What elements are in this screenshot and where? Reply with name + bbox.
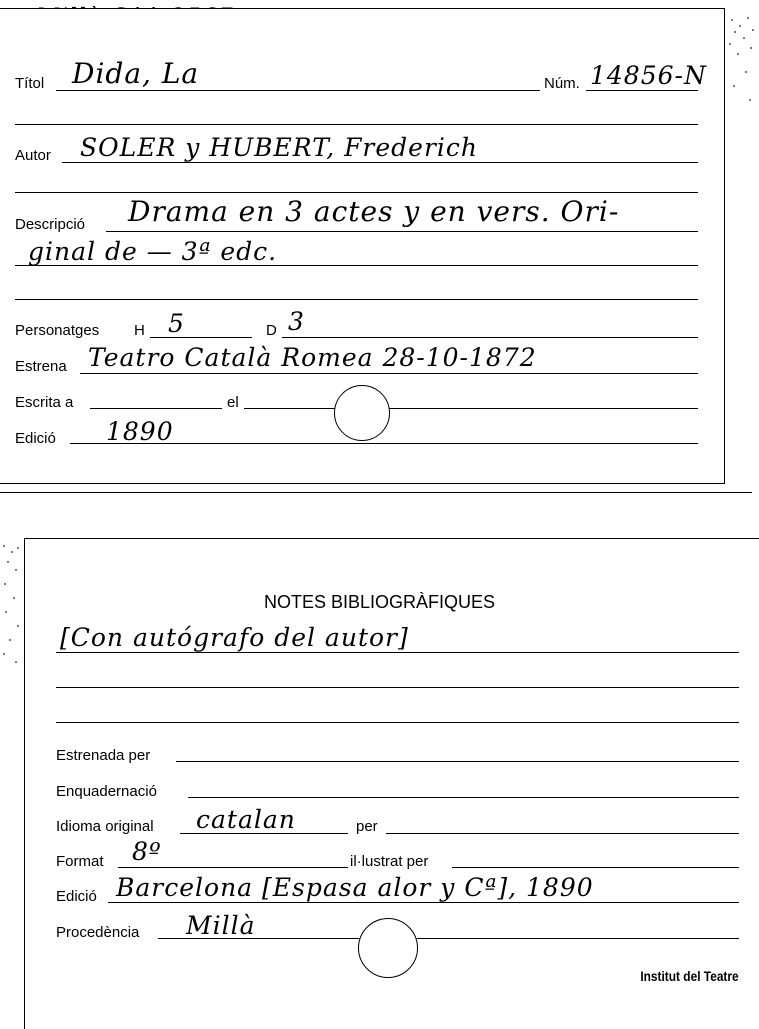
written-on-label: el bbox=[227, 394, 239, 411]
number-label: Núm. bbox=[544, 75, 580, 92]
scan-noise bbox=[726, 12, 759, 122]
blank-rule bbox=[15, 299, 698, 300]
format-rule bbox=[118, 867, 348, 868]
written-on-rule bbox=[244, 408, 698, 409]
characters-h-value: 5 bbox=[168, 309, 185, 338]
author-rule bbox=[62, 162, 698, 163]
characters-h-label: H bbox=[134, 322, 145, 339]
notes-line-1: [Con autógrafo del autor] bbox=[60, 623, 409, 652]
blank-rule bbox=[15, 192, 698, 193]
number-rule bbox=[586, 90, 698, 91]
edition-2-label: Edició bbox=[56, 888, 97, 905]
translated-by-label: per bbox=[356, 818, 378, 835]
characters-d-label: D bbox=[266, 322, 277, 339]
institution-footer: Institut del Teatre bbox=[640, 968, 739, 984]
binding-rule bbox=[188, 797, 739, 798]
edition-2-value: Barcelona [Espasa alor y Cª], 1890 bbox=[116, 873, 594, 902]
edition-label: Edició bbox=[15, 430, 56, 447]
edition-2-rule bbox=[108, 902, 739, 903]
description-line-2: ginal de — 3ª edc. bbox=[28, 237, 278, 266]
notes-rule-3 bbox=[56, 722, 739, 723]
punch-hole bbox=[358, 918, 418, 978]
edition-value: 1890 bbox=[106, 417, 174, 446]
binding-label: Enquadernació bbox=[56, 783, 157, 800]
card-separator bbox=[0, 492, 752, 493]
characters-d-value: 3 bbox=[288, 307, 305, 336]
characters-d-rule bbox=[282, 337, 698, 338]
scan-noise bbox=[0, 540, 24, 670]
translated-by-rule bbox=[386, 833, 739, 834]
notes-title: NOTES BIBLIOGRÀFIQUES bbox=[264, 592, 496, 612]
number-value: 14856-N bbox=[590, 61, 707, 90]
premiere-value: Teatro Català Romea 28-10-1872 bbox=[88, 343, 537, 372]
premiere-rule bbox=[80, 373, 698, 374]
title-label: Títol bbox=[15, 75, 45, 92]
format-label: Format bbox=[56, 853, 104, 870]
title-value: Dida, La bbox=[72, 57, 200, 90]
author-label: Autor bbox=[15, 147, 51, 164]
author-value: SOLER y HUBERT, Frederich bbox=[80, 133, 479, 162]
original-language-label: Idioma original bbox=[56, 818, 154, 835]
premiered-by-rule bbox=[176, 761, 739, 762]
title-rule bbox=[56, 90, 540, 91]
provenance-label: Procedència bbox=[56, 924, 140, 941]
written-at-label: Escrita a bbox=[15, 394, 74, 411]
provenance-value: Millà bbox=[186, 911, 256, 940]
characters-label: Personatges bbox=[15, 322, 100, 339]
description-line-1: Drama en 3 actes y en vers. Ori- bbox=[128, 195, 620, 228]
description-label: Descripció bbox=[15, 216, 86, 233]
description-rule bbox=[106, 231, 698, 232]
notes-rule-1 bbox=[56, 652, 739, 653]
punch-hole bbox=[334, 385, 390, 441]
blank-rule bbox=[15, 124, 698, 125]
illustrated-by-rule bbox=[452, 867, 739, 868]
premiere-label: Estrena bbox=[15, 358, 67, 375]
illustrated-by-label: il·lustrat per bbox=[350, 853, 429, 870]
characters-h-rule bbox=[150, 337, 252, 338]
notes-rule-2 bbox=[56, 687, 739, 688]
premiered-by-label: Estrenada per bbox=[56, 747, 151, 764]
original-language-value: catalan bbox=[196, 805, 296, 834]
written-at-rule bbox=[90, 408, 222, 409]
format-value: 8º bbox=[132, 837, 162, 866]
